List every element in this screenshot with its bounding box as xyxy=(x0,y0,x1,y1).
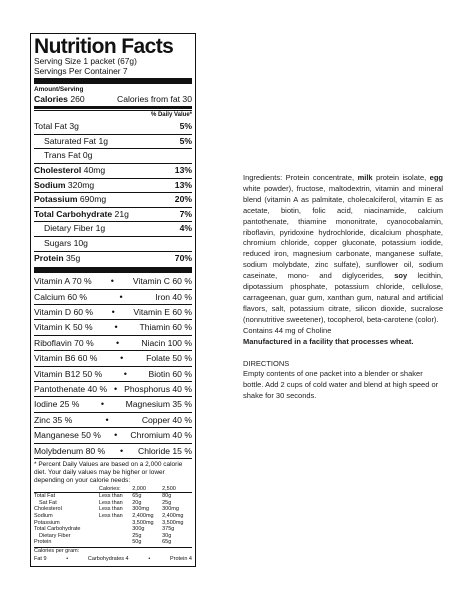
allergen-statement: Manufactured in a facility that processes wheat. xyxy=(243,336,414,346)
thick-divider xyxy=(34,267,192,273)
table-cell: Total Fat xyxy=(34,493,56,500)
nutrient-name: Dietary Fiber xyxy=(44,223,94,234)
vitamin-row xyxy=(34,319,192,334)
vitamin-right: Copper 40 % xyxy=(141,414,192,425)
bullet-icon: • xyxy=(100,399,105,410)
directions-title: DIRECTIONS xyxy=(243,358,290,368)
nutrient-amount: 690mg xyxy=(79,194,107,205)
calories-value: 260 xyxy=(70,94,85,105)
table-cell: Cholesterol xyxy=(34,506,62,513)
table-cell: Dietary Fiber xyxy=(39,532,71,539)
table-row xyxy=(34,539,192,546)
nutrient-amount: 1g xyxy=(95,223,106,234)
nutrient-name: Sodium xyxy=(34,179,66,190)
bullet-icon: • xyxy=(114,383,118,394)
bullet-icon: • xyxy=(66,555,69,562)
vitamin-right: Vitamin E 60 % xyxy=(133,306,192,317)
nutrient-daily-value: 20% xyxy=(174,194,192,205)
nutrient-amount: 1g xyxy=(98,135,109,146)
nutrient-row xyxy=(34,221,192,236)
nutrient-amount: 10g xyxy=(73,237,88,248)
table-row xyxy=(34,493,192,500)
table-cell: 2,400mg xyxy=(162,512,184,519)
vitamin-left: Zinc 35 % xyxy=(34,414,73,425)
calories-from-fat: Calories from fat 30 xyxy=(117,94,192,105)
vitamin-right: Vitamin C 60 % xyxy=(132,276,192,287)
vitamin-right: Folate 50 % xyxy=(146,353,192,364)
vitamin-right: Thiamin 60 % xyxy=(139,322,192,333)
table-cell: 3,500mg xyxy=(132,519,154,526)
table-cell: 65g xyxy=(162,539,172,546)
footnote: * Percent Daily Values are based on a 2,000 calorie diet. Your daily values may be higher or lower depending on your calorie needs: xyxy=(34,461,183,485)
table-row xyxy=(34,500,192,507)
bullet-icon: • xyxy=(120,353,124,364)
vitamin-right: Phosphorus 40 % xyxy=(124,383,192,394)
table-cell: Sat Fat xyxy=(39,499,57,506)
bullet-icon: • xyxy=(114,430,118,441)
nutrient-daily-value: 13% xyxy=(174,179,192,190)
table-row xyxy=(34,526,192,533)
bullet-icon: • xyxy=(114,322,118,333)
vitamin-row xyxy=(34,366,192,381)
table-cell: Potassium xyxy=(34,519,60,526)
vitamin-left: Molybdenum 80 % xyxy=(34,445,106,456)
table-cell: 300mg xyxy=(162,506,179,513)
calories-row xyxy=(34,94,192,105)
nutrient-row xyxy=(34,207,192,222)
table-row xyxy=(34,533,192,540)
nutrient-row xyxy=(34,236,192,251)
bullet-icon: • xyxy=(105,414,109,425)
vitamin-row xyxy=(34,427,192,442)
table-cell: 25g xyxy=(132,532,142,539)
nutrient-row xyxy=(34,134,192,149)
table-cell: Sodium xyxy=(34,512,53,519)
vitamin-left: Pantothenate 40 % xyxy=(34,383,108,394)
table-cell: Less than xyxy=(98,506,123,513)
nutrient-name: Potassium xyxy=(34,194,78,205)
vitamin-row xyxy=(34,274,192,288)
vitamin-right: Chromium 40 % xyxy=(130,430,192,441)
bullet-icon: • xyxy=(123,368,127,379)
nutrient-daily-value: 70% xyxy=(174,252,192,263)
vitamin-right: Iron 40 % xyxy=(155,291,192,302)
table-cell: 30g xyxy=(162,532,172,539)
vitamin-left: Vitamin A 70 % xyxy=(34,276,92,287)
nutrient-name: Sugars xyxy=(44,237,72,248)
choline-text: Contains 44 mg of Choline xyxy=(243,325,332,335)
bullet-icon: • xyxy=(148,555,151,562)
table-row xyxy=(34,513,192,520)
nutrient-name: Cholesterol xyxy=(34,164,82,175)
serving-size: Serving Size 1 packet (67g) xyxy=(34,56,137,66)
calories-label: Calories xyxy=(34,94,68,105)
nutrient-daily-value: 7% xyxy=(179,208,192,219)
table-cell: 375g xyxy=(162,526,175,533)
table-cell xyxy=(99,533,132,540)
nutrient-daily-value: 13% xyxy=(174,164,192,175)
nutrition-facts-label xyxy=(30,33,196,567)
table-cell xyxy=(99,539,132,546)
nutrient-amount: 40mg xyxy=(83,164,106,175)
nutrient-row xyxy=(34,192,192,207)
nutrient-amount: 0g xyxy=(82,150,93,161)
table-row xyxy=(34,506,192,513)
table-cell: Total Carbohydrate xyxy=(34,526,81,533)
daily-value-table-header xyxy=(34,486,192,493)
vitamin-right: Magnesium 35 % xyxy=(125,399,192,410)
table-cell: 20g xyxy=(132,499,142,506)
vitamin-row xyxy=(34,289,192,304)
nutrient-name: Trans Fat xyxy=(44,150,81,161)
vitamin-right: Chloride 15 % xyxy=(138,445,192,456)
vitamins-list xyxy=(34,274,192,458)
nutrient-name: Total Fat xyxy=(34,121,67,132)
calories-per-gram-item: Protein 4 xyxy=(169,555,192,562)
vitamin-right: Biotin 60 % xyxy=(148,368,192,379)
bullet-icon: • xyxy=(111,306,115,317)
vitamin-row xyxy=(34,443,192,458)
nutrient-amount: 3g xyxy=(69,121,79,132)
vitamin-row xyxy=(34,381,192,396)
bullet-icon: • xyxy=(115,337,120,348)
table-header-cell: Calories: xyxy=(99,486,132,493)
daily-value-header: % Daily Value* xyxy=(34,110,192,120)
vitamin-left: Calcium 60 % xyxy=(34,291,88,302)
ingredients-text: Ingredients: Protein concentrate, milk protein isolate, egg white powder), fructose, maltodextrin, vitamin and mineral blend (vitamin A as palmitate, cholecalciferol, vitamin E as acetate, biotin, folic acid, niacinamide, calcium pantothenate, thiamine mononitrate, cyanocobalamin, riboflavin, pyridoxine hydrochloride, dicalcium phosphate, chromium chloride, copper gluconate, potassium iodide, reduced iron, magnesium carbonate, manganese sulfate, sodium molybdate, zinc sulfate), sunflower oil, sodium caseinate, mono- and diglycerides, soy lecithin, dipotassium phosphate, potassium chloride, cellulose, carrageenan, guar gum, xanthan gum, natural and artificial flavors, salt, potassium citrate, silicon dioxide, sucralose (nonnutritive sweetener), tocopherol, beta-carotene (color). xyxy=(243,173,444,324)
label-title: Nutrition Facts xyxy=(34,35,174,58)
table-cell: Protein xyxy=(34,539,52,546)
servings-per-container: Servings Per Container 7 xyxy=(34,65,128,76)
table-header-cell: 2,500 xyxy=(162,486,192,493)
nutrient-row xyxy=(34,178,192,193)
thick-divider xyxy=(34,78,192,84)
nutrient-daily-value: 5% xyxy=(179,135,192,146)
table-header-cell xyxy=(34,486,99,493)
calories-per-gram-row xyxy=(34,555,192,563)
vitamin-row xyxy=(34,350,192,365)
vitamin-left: Vitamin B12 50 % xyxy=(34,368,103,379)
daily-value-table xyxy=(34,486,192,546)
vitamin-left: Vitamin K 50 % xyxy=(34,322,93,333)
ingredients-panel xyxy=(243,173,443,402)
vitamin-row xyxy=(34,304,192,319)
bullet-icon: • xyxy=(120,445,124,456)
nutrient-row xyxy=(34,120,192,134)
calories-per-gram-item: Carbohydrates 4 xyxy=(87,555,129,562)
bullet-icon: • xyxy=(110,276,114,287)
directions-text: Empty contents of one packet into a blender or shaker bottle. Add 2 cups of cold water and blend at high speed or shake for 30 seconds. xyxy=(243,369,439,401)
table-cell xyxy=(99,526,132,533)
table-cell: 50g xyxy=(132,539,142,546)
amount-per-serving-header: Amount/Serving xyxy=(34,86,84,94)
nutrient-amount: 35g xyxy=(66,252,81,263)
nutrient-amount: 21g xyxy=(114,208,129,219)
table-cell: 65g xyxy=(132,493,142,500)
vitamin-left: Manganese 50 % xyxy=(34,430,101,441)
table-cell: Less than xyxy=(98,493,123,500)
nutrients-list xyxy=(34,120,192,265)
calories-per-gram-label: Calories per gram: xyxy=(34,547,192,555)
table-header-cell: 2,000 xyxy=(132,486,162,493)
calories-per-gram-item: Fat 9 xyxy=(34,555,47,562)
nutrient-row xyxy=(34,163,192,178)
vitamin-row xyxy=(34,335,192,350)
nutrient-daily-value: 5% xyxy=(179,121,192,132)
nutrient-amount: 320mg xyxy=(67,179,95,190)
vitamin-row xyxy=(34,396,192,411)
table-row xyxy=(34,520,192,527)
table-cell: Less than xyxy=(98,512,123,519)
nutrient-row xyxy=(34,251,192,266)
table-cell: 300mg xyxy=(132,506,150,513)
vitamin-left: Vitamin B6 60 % xyxy=(34,353,98,364)
medium-divider xyxy=(34,106,192,109)
nutrient-daily-value: 4% xyxy=(179,223,192,234)
nutrient-name: Saturated Fat xyxy=(44,135,97,146)
table-cell xyxy=(99,520,132,527)
vitamin-left: Riboflavin 70 % xyxy=(34,337,94,348)
table-cell: 300g xyxy=(132,526,145,533)
table-cell: Less than xyxy=(98,499,123,506)
table-cell: 3,500mg xyxy=(162,519,184,526)
nutrient-name: Protein xyxy=(34,252,64,263)
vitamin-left: Iodine 25 % xyxy=(34,399,80,410)
table-cell: 2,400mg xyxy=(132,512,154,519)
table-cell: 80g xyxy=(162,493,172,500)
bullet-icon: • xyxy=(119,291,123,302)
vitamin-left: Vitamin D 60 % xyxy=(34,306,94,317)
vitamin-row xyxy=(34,412,192,427)
nutrient-name: Total Carbohydrate xyxy=(34,208,113,219)
nutrient-row xyxy=(34,148,192,163)
table-cell: 25g xyxy=(162,499,172,506)
vitamin-right: Niacin 100 % xyxy=(141,337,192,348)
